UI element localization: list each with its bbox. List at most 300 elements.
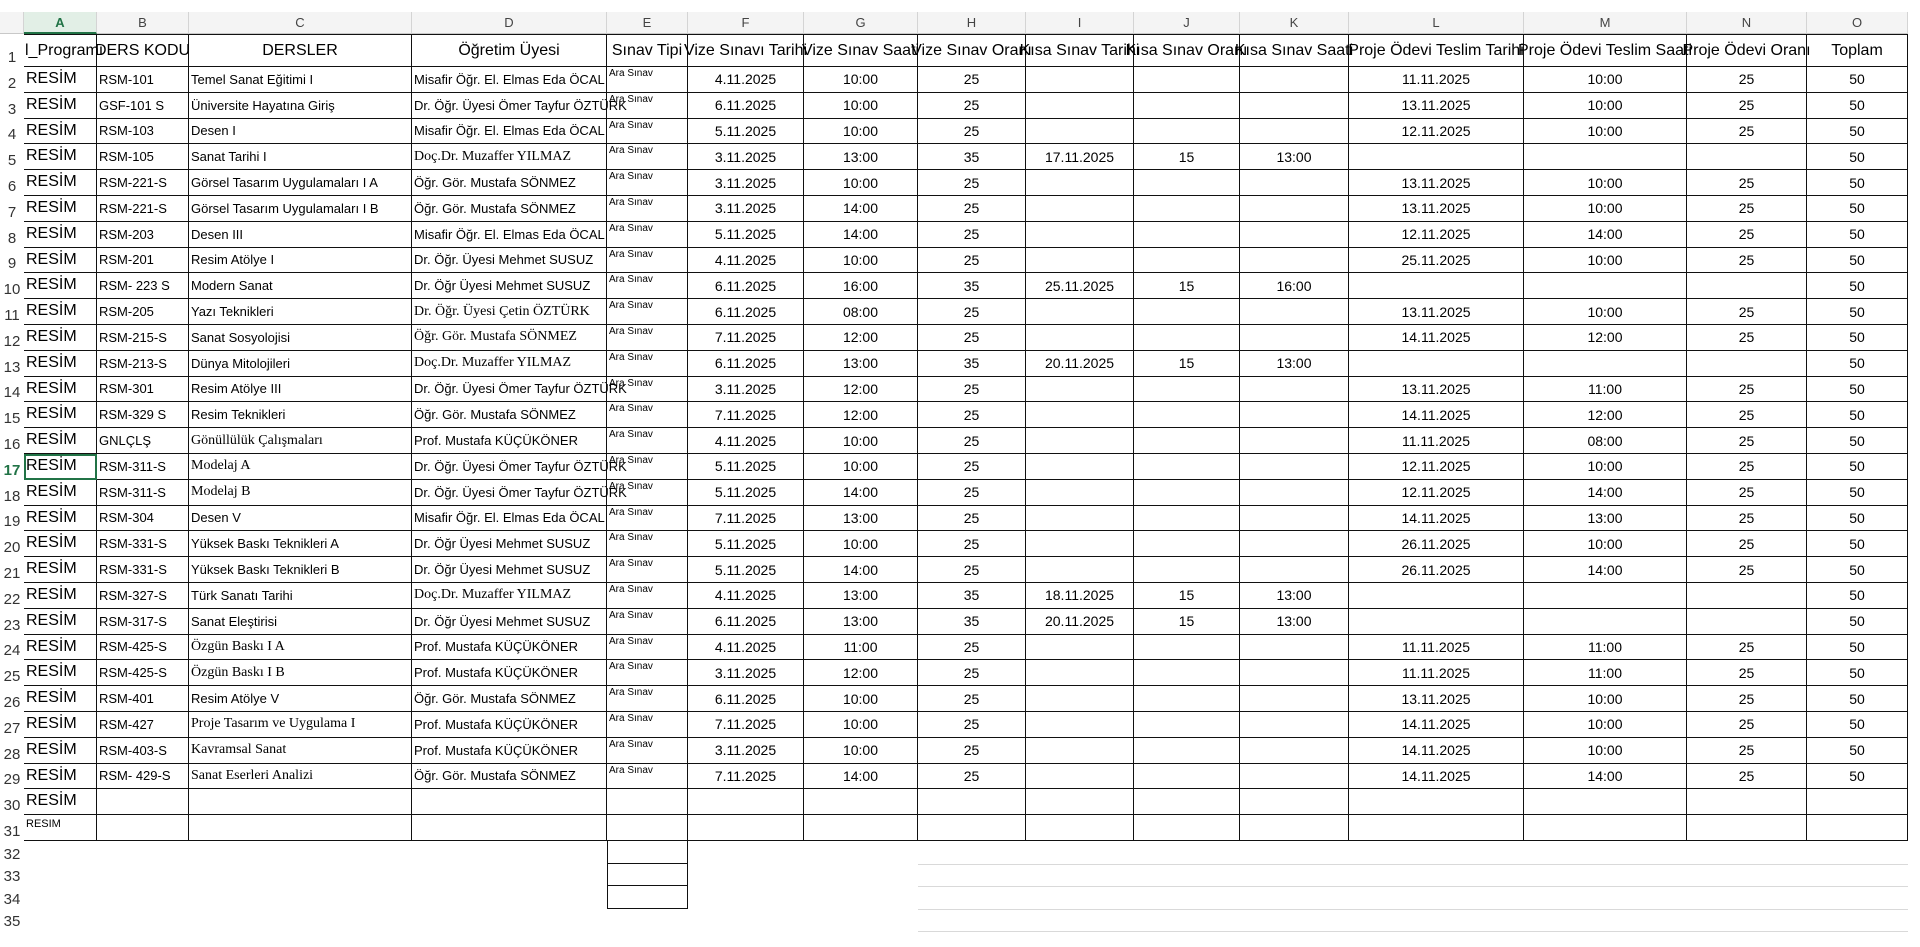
cell-proje-tarihi[interactable]: 14.11.2025: [1349, 712, 1524, 738]
cell-ogretim-uyesi[interactable]: [412, 815, 607, 841]
column-header-c[interactable]: C: [189, 12, 412, 34]
cell-vize-saati[interactable]: 12:00: [804, 325, 918, 351]
cell-sinav-tipi[interactable]: Ara Sınav: [607, 686, 688, 712]
cell-proje-saati[interactable]: 08:00: [1524, 428, 1687, 454]
cell-vize-tarihi[interactable]: 3.11.2025: [688, 738, 804, 764]
cell-kisa-orani[interactable]: 15: [1134, 609, 1240, 635]
row-header-10[interactable]: 10: [0, 273, 24, 299]
cell-dersler[interactable]: Modern Sanat: [189, 273, 412, 299]
cell-kisa-saati[interactable]: [1240, 686, 1349, 712]
cell-proje-tarihi[interactable]: [1349, 144, 1524, 170]
cell-proje-orani[interactable]: 25: [1687, 764, 1807, 790]
cell-sinav-tipi[interactable]: Ara Sınav: [607, 248, 688, 274]
cell-vize-saati[interactable]: 14:00: [804, 557, 918, 583]
cell-proje-orani[interactable]: 25: [1687, 454, 1807, 480]
cell-ogretim-uyesi[interactable]: Prof. Mustafa KÜÇÜKÖNER: [412, 738, 607, 764]
cell-sinav-tipi[interactable]: Ara Sınav: [607, 325, 688, 351]
cell-toplam[interactable]: 50: [1807, 119, 1908, 145]
cell-proje-orani[interactable]: [1687, 609, 1807, 635]
cell-dersler[interactable]: Modelaj A: [189, 454, 412, 480]
cell-vize-orani[interactable]: 25: [918, 428, 1026, 454]
cell-ders-kodu[interactable]: RSM-215-S: [97, 325, 189, 351]
cell-ogretim-uyesi[interactable]: Prof. Mustafa KÜÇÜKÖNER: [412, 660, 607, 686]
cell-ogretim-uyesi[interactable]: Misafir Öğr. El. Elmas Eda ÖCAL: [412, 506, 607, 532]
cell-vize-saati[interactable]: 13:00: [804, 609, 918, 635]
cell-proje-orani[interactable]: [1687, 789, 1807, 815]
row-header-27[interactable]: 27: [0, 712, 24, 738]
cell-proje-orani[interactable]: 25: [1687, 480, 1807, 506]
cell-kisa-saati[interactable]: 16:00: [1240, 273, 1349, 299]
cell-sinav-tipi[interactable]: Ara Sınav: [607, 144, 688, 170]
cell-ogretim-uyesi[interactable]: Dr. Öğr Üyesi Mehmet SUSUZ: [412, 609, 607, 635]
cell-kisa-saati[interactable]: [1240, 738, 1349, 764]
cell-proje-saati[interactable]: 10:00: [1524, 196, 1687, 222]
cell-vize-saati[interactable]: 10:00: [804, 428, 918, 454]
cell-proje-orani[interactable]: [1687, 583, 1807, 609]
cell-kisa-tarihi[interactable]: [1026, 222, 1134, 248]
cell-ogretim-uyesi[interactable]: Misafir Öğr. El. Elmas Eda ÖCAL: [412, 67, 607, 93]
cell-kisa-tarihi[interactable]: [1026, 299, 1134, 325]
cell-proje-saati[interactable]: [1524, 273, 1687, 299]
cell-vize-orani[interactable]: 35: [918, 351, 1026, 377]
cell-vize-orani[interactable]: 25: [918, 454, 1026, 480]
cell-proje-saati[interactable]: 10:00: [1524, 248, 1687, 274]
cell-ogretim-uyesi[interactable]: Prof. Mustafa KÜÇÜKÖNER: [412, 635, 607, 661]
cell-kisa-saati[interactable]: [1240, 660, 1349, 686]
cell-kisa-tarihi[interactable]: [1026, 789, 1134, 815]
cell-kisa-tarihi[interactable]: [1026, 402, 1134, 428]
row-header-7[interactable]: 7: [0, 196, 24, 222]
cell-kisa-tarihi[interactable]: [1026, 738, 1134, 764]
row-header-17[interactable]: 17: [0, 454, 24, 480]
cell-proje-orani[interactable]: 25: [1687, 299, 1807, 325]
cell-toplam[interactable]: 50: [1807, 402, 1908, 428]
cell-proje-orani[interactable]: 25: [1687, 119, 1807, 145]
cell-proje-tarihi[interactable]: 11.11.2025: [1349, 67, 1524, 93]
cell-vize-saati[interactable]: 13:00: [804, 144, 918, 170]
cell-sinav-tipi[interactable]: Ara Sınav: [607, 712, 688, 738]
cell-vize-tarihi[interactable]: 4.11.2025: [688, 428, 804, 454]
cell-kisa-tarihi[interactable]: [1026, 377, 1134, 403]
cell-kisa-saati[interactable]: [1240, 248, 1349, 274]
cell-toplam[interactable]: 50: [1807, 506, 1908, 532]
cell-ders-kodu[interactable]: RSM-105: [97, 144, 189, 170]
column-header-n[interactable]: N: [1687, 12, 1807, 34]
cell-kisa-orani[interactable]: [1134, 428, 1240, 454]
cell-proje-saati[interactable]: 14:00: [1524, 480, 1687, 506]
cell-program[interactable]: RESİM: [24, 583, 97, 609]
cell-kisa-tarihi[interactable]: [1026, 660, 1134, 686]
row-header-30[interactable]: 30: [0, 789, 24, 815]
cell-kisa-saati[interactable]: 13:00: [1240, 609, 1349, 635]
cell-vize-tarihi[interactable]: 5.11.2025: [688, 557, 804, 583]
cell-program[interactable]: RESİM: [24, 93, 97, 119]
cell-sinav-tipi[interactable]: Ara Sınav: [607, 531, 688, 557]
cell-proje-orani[interactable]: 25: [1687, 531, 1807, 557]
cell-ogretim-uyesi[interactable]: Dr. Öğr Üyesi Mehmet SUSUZ: [412, 557, 607, 583]
cell-ogretim-uyesi[interactable]: Dr. Öğr. Üyesi Çetin ÖZTÜRK: [412, 299, 607, 325]
cell-ders-kodu[interactable]: [97, 789, 189, 815]
cell-ogretim-uyesi[interactable]: Misafir Öğr. El. Elmas Eda ÖCAL: [412, 119, 607, 145]
cell-ders-kodu[interactable]: [97, 815, 189, 841]
cell-kisa-orani[interactable]: [1134, 764, 1240, 790]
cell-proje-tarihi[interactable]: 26.11.2025: [1349, 531, 1524, 557]
cell-vize-tarihi[interactable]: 6.11.2025: [688, 686, 804, 712]
cell-ders-kodu[interactable]: RSM-403-S: [97, 738, 189, 764]
cell-kisa-orani[interactable]: [1134, 248, 1240, 274]
cell-proje-tarihi[interactable]: [1349, 273, 1524, 299]
cell-kisa-tarihi[interactable]: [1026, 557, 1134, 583]
column-header-g[interactable]: G: [804, 12, 918, 34]
cell-vize-tarihi[interactable]: 6.11.2025: [688, 299, 804, 325]
cell-proje-tarihi[interactable]: 11.11.2025: [1349, 635, 1524, 661]
cell-sinav-tipi[interactable]: Ara Sınav: [607, 557, 688, 583]
cell-program[interactable]: RESİM: [24, 196, 97, 222]
cell-vize-saati[interactable]: 11:00: [804, 635, 918, 661]
cell-kisa-saati[interactable]: [1240, 557, 1349, 583]
column-header-b[interactable]: B: [97, 12, 189, 34]
cell-vize-tarihi[interactable]: 4.11.2025: [688, 583, 804, 609]
row-header-32[interactable]: 32: [0, 841, 24, 864]
cell-ders-kodu[interactable]: RSM-301: [97, 377, 189, 403]
cell-program[interactable]: RESİM: [24, 712, 97, 738]
cell-proje-tarihi[interactable]: 13.11.2025: [1349, 377, 1524, 403]
cell-program[interactable]: RESİM: [24, 144, 97, 170]
column-header-o[interactable]: O: [1807, 12, 1908, 34]
cell-kisa-orani[interactable]: [1134, 686, 1240, 712]
cell-proje-orani[interactable]: [1687, 351, 1807, 377]
cell-dersler[interactable]: Modelaj B: [189, 480, 412, 506]
cell-ders-kodu[interactable]: RSM-213-S: [97, 351, 189, 377]
cell-ders-kodu[interactable]: RSM-331-S: [97, 531, 189, 557]
row-header-24[interactable]: 24: [0, 635, 24, 661]
column-header-f[interactable]: F: [688, 12, 804, 34]
cell-sinav-tipi[interactable]: [607, 886, 688, 909]
cell-kisa-tarihi[interactable]: [1026, 764, 1134, 790]
cell-sinav-tipi[interactable]: Ara Sınav: [607, 170, 688, 196]
cell-ders-kodu[interactable]: RSM-221-S: [97, 196, 189, 222]
cell-kisa-orani[interactable]: 15: [1134, 351, 1240, 377]
cell-kisa-saati[interactable]: 13:00: [1240, 583, 1349, 609]
cell-kisa-tarihi[interactable]: [1026, 196, 1134, 222]
cell-vize-orani[interactable]: 25: [918, 506, 1026, 532]
cell-dersler[interactable]: Resim Teknikleri: [189, 402, 412, 428]
cell-vize-saati[interactable]: 10:00: [804, 67, 918, 93]
cell-proje-tarihi[interactable]: 25.11.2025: [1349, 248, 1524, 274]
cell-dersler[interactable]: Desen I: [189, 119, 412, 145]
header-proje-tarihi[interactable]: Proje Ödevi Teslim Tarihi: [1349, 34, 1524, 67]
row-header-15[interactable]: 15: [0, 402, 24, 428]
row-header-25[interactable]: 25: [0, 660, 24, 686]
cell-proje-orani[interactable]: 25: [1687, 686, 1807, 712]
row-header-11[interactable]: 11: [0, 299, 24, 325]
cell-vize-orani[interactable]: 25: [918, 712, 1026, 738]
cell-ogretim-uyesi[interactable]: Öğr. Gör. Mustafa SÖNMEZ: [412, 325, 607, 351]
cell-kisa-orani[interactable]: [1134, 299, 1240, 325]
cell-kisa-saati[interactable]: [1240, 454, 1349, 480]
row-header-26[interactable]: 26: [0, 686, 24, 712]
cell-kisa-saati[interactable]: [1240, 402, 1349, 428]
cell-toplam[interactable]: 50: [1807, 480, 1908, 506]
cell-proje-orani[interactable]: 25: [1687, 660, 1807, 686]
cell-vize-tarihi[interactable]: 3.11.2025: [688, 196, 804, 222]
cell-ders-kodu[interactable]: RSM-331-S: [97, 557, 189, 583]
cell-vize-orani[interactable]: 35: [918, 144, 1026, 170]
cell-vize-saati[interactable]: 16:00: [804, 273, 918, 299]
cell-vize-orani[interactable]: 25: [918, 93, 1026, 119]
cell-dersler[interactable]: Yüksek Baskı Teknikleri A: [189, 531, 412, 557]
cell-program[interactable]: RESİM: [24, 480, 97, 506]
cell-ders-kodu[interactable]: RSM-221-S: [97, 170, 189, 196]
column-header-a[interactable]: A: [24, 12, 97, 34]
cell-toplam[interactable]: 50: [1807, 609, 1908, 635]
cell-kisa-orani[interactable]: 15: [1134, 273, 1240, 299]
cell-toplam[interactable]: 50: [1807, 325, 1908, 351]
cell-proje-tarihi[interactable]: 13.11.2025: [1349, 299, 1524, 325]
cell-ders-kodu[interactable]: RSM-329 S: [97, 402, 189, 428]
row-header-5[interactable]: 5: [0, 144, 24, 170]
cell-kisa-saati[interactable]: [1240, 196, 1349, 222]
cell-ogretim-uyesi[interactable]: Dr. Öğr. Üyesi Ömer Tayfur ÖZTÜRK: [412, 377, 607, 403]
cell-proje-orani[interactable]: 25: [1687, 428, 1807, 454]
cell-sinav-tipi[interactable]: Ara Sınav: [607, 351, 688, 377]
cell-kisa-saati[interactable]: [1240, 506, 1349, 532]
cell-vize-saati[interactable]: [804, 789, 918, 815]
cell-ogretim-uyesi[interactable]: Dr. Öğr Üyesi Mehmet SUSUZ: [412, 273, 607, 299]
cell-dersler[interactable]: [189, 789, 412, 815]
cell-toplam[interactable]: 50: [1807, 144, 1908, 170]
cell-kisa-tarihi[interactable]: [1026, 635, 1134, 661]
cell-dersler[interactable]: Resim Atölye V: [189, 686, 412, 712]
cell-vize-orani[interactable]: 25: [918, 557, 1026, 583]
cell-program[interactable]: RESİM: [24, 377, 97, 403]
cell-vize-orani[interactable]: [918, 815, 1026, 841]
cell-kisa-orani[interactable]: [1134, 531, 1240, 557]
cell-sinav-tipi[interactable]: [607, 864, 688, 887]
cell-proje-orani[interactable]: [1687, 273, 1807, 299]
cell-kisa-orani[interactable]: 15: [1134, 583, 1240, 609]
cell-vize-tarihi[interactable]: 5.11.2025: [688, 531, 804, 557]
cell-kisa-tarihi[interactable]: [1026, 170, 1134, 196]
cell-proje-tarihi[interactable]: [1349, 583, 1524, 609]
column-header-i[interactable]: I: [1026, 12, 1134, 34]
cell-ders-kodu[interactable]: RSM-201: [97, 248, 189, 274]
cell-vize-orani[interactable]: 25: [918, 402, 1026, 428]
column-header-k[interactable]: K: [1240, 12, 1349, 34]
cell-proje-orani[interactable]: 25: [1687, 738, 1807, 764]
cell-vize-orani[interactable]: 25: [918, 248, 1026, 274]
cell-dersler[interactable]: Görsel Tasarım Uygulamaları I A: [189, 170, 412, 196]
cell-kisa-orani[interactable]: [1134, 454, 1240, 480]
header-vize-tarihi[interactable]: Vize Sınavı Tarihi: [688, 34, 804, 67]
cell-vize-orani[interactable]: 35: [918, 583, 1026, 609]
cell-ders-kodu[interactable]: RSM-304: [97, 506, 189, 532]
cell-program[interactable]: RESİM: [24, 531, 97, 557]
cell-kisa-tarihi[interactable]: [1026, 686, 1134, 712]
cell-kisa-tarihi[interactable]: [1026, 325, 1134, 351]
cell-kisa-orani[interactable]: [1134, 93, 1240, 119]
cell-kisa-orani[interactable]: [1134, 506, 1240, 532]
cell-sinav-tipi[interactable]: Ara Sınav: [607, 93, 688, 119]
cell-vize-saati[interactable]: 14:00: [804, 196, 918, 222]
cell-dersler[interactable]: Özgün Baskı I A: [189, 635, 412, 661]
cell-ogretim-uyesi[interactable]: Prof. Mustafa KÜÇÜKÖNER: [412, 712, 607, 738]
cell-ders-kodu[interactable]: RSM-103: [97, 119, 189, 145]
cell-ders-kodu[interactable]: GNLÇLŞ: [97, 428, 189, 454]
cell-kisa-orani[interactable]: [1134, 196, 1240, 222]
cell-vize-orani[interactable]: 25: [918, 738, 1026, 764]
cell-ogretim-uyesi[interactable]: Dr. Öğr. Üyesi Ömer Tayfur ÖZTÜRK: [412, 93, 607, 119]
cell-vize-tarihi[interactable]: 5.11.2025: [688, 454, 804, 480]
header-proje-orani[interactable]: Proje Ödevi Oranı: [1687, 34, 1807, 67]
cell-proje-saati[interactable]: 10:00: [1524, 686, 1687, 712]
cell-ogretim-uyesi[interactable]: Öğr. Gör. Mustafa SÖNMEZ: [412, 686, 607, 712]
cell-proje-orani[interactable]: 25: [1687, 67, 1807, 93]
cell-kisa-saati[interactable]: [1240, 170, 1349, 196]
cell-ogretim-uyesi[interactable]: Doç.Dr. Muzaffer YILMAZ: [412, 583, 607, 609]
cell-proje-tarihi[interactable]: 14.11.2025: [1349, 738, 1524, 764]
cell-ogretim-uyesi[interactable]: Dr. Öğr. Üyesi Ömer Tayfur ÖZTÜRK: [412, 454, 607, 480]
cell-dersler[interactable]: Üniversite Hayatına Giriş: [189, 93, 412, 119]
cell-sinav-tipi[interactable]: Ara Sınav: [607, 196, 688, 222]
cell-proje-saati[interactable]: 10:00: [1524, 93, 1687, 119]
cell-proje-saati[interactable]: 10:00: [1524, 531, 1687, 557]
header-kisa-saati[interactable]: Kısa Sınav Saati: [1240, 34, 1349, 67]
cell-dersler[interactable]: Sanat Eserleri Analizi: [189, 764, 412, 790]
row-header-4[interactable]: 4: [0, 119, 24, 145]
cell-vize-orani[interactable]: 25: [918, 170, 1026, 196]
row-header-20[interactable]: 20: [0, 531, 24, 557]
cell-proje-saati[interactable]: 10:00: [1524, 119, 1687, 145]
cell-proje-tarihi[interactable]: [1349, 609, 1524, 635]
cell-program[interactable]: RESİM: [24, 248, 97, 274]
cell-sinav-tipi[interactable]: Ara Sınav: [607, 402, 688, 428]
cell-vize-tarihi[interactable]: 5.11.2025: [688, 119, 804, 145]
cell-dersler[interactable]: Sanat Sosyolojisi: [189, 325, 412, 351]
cell-vize-saati[interactable]: 12:00: [804, 402, 918, 428]
cell-proje-saati[interactable]: [1524, 144, 1687, 170]
cell-program[interactable]: RESİM: [24, 506, 97, 532]
column-header-m[interactable]: M: [1524, 12, 1687, 34]
cell-toplam[interactable]: 50: [1807, 67, 1908, 93]
cell-kisa-tarihi[interactable]: [1026, 506, 1134, 532]
cell-vize-saati[interactable]: 14:00: [804, 222, 918, 248]
cell-program[interactable]: RESİM: [24, 454, 97, 480]
row-header-14[interactable]: 14: [0, 377, 24, 403]
cell-vize-tarihi[interactable]: 6.11.2025: [688, 609, 804, 635]
cell-proje-saati[interactable]: 12:00: [1524, 402, 1687, 428]
cell-vize-saati[interactable]: 10:00: [804, 531, 918, 557]
cell-program[interactable]: RESİM: [24, 222, 97, 248]
cell-proje-saati[interactable]: 13:00: [1524, 506, 1687, 532]
cell-vize-saati[interactable]: 10:00: [804, 454, 918, 480]
cell-vize-saati[interactable]: 08:00: [804, 299, 918, 325]
cell-ders-kodu[interactable]: RSM-101: [97, 67, 189, 93]
header-ders-kodu[interactable]: DERS KODU: [97, 34, 189, 67]
header-dersler[interactable]: DERSLER: [189, 34, 412, 67]
cell-vize-saati[interactable]: 13:00: [804, 583, 918, 609]
cell-toplam[interactable]: 50: [1807, 170, 1908, 196]
row-header-19[interactable]: 19: [0, 506, 24, 532]
cell-proje-saati[interactable]: 10:00: [1524, 170, 1687, 196]
cell-vize-saati[interactable]: 14:00: [804, 480, 918, 506]
cell-program[interactable]: RESİM: [24, 170, 97, 196]
cell-kisa-orani[interactable]: [1134, 480, 1240, 506]
cell-kisa-tarihi[interactable]: [1026, 480, 1134, 506]
cell-toplam[interactable]: 50: [1807, 299, 1908, 325]
cell-kisa-tarihi[interactable]: 17.11.2025: [1026, 144, 1134, 170]
cell-ogretim-uyesi[interactable]: Doç.Dr. Muzaffer YILMAZ: [412, 351, 607, 377]
cell-toplam[interactable]: 50: [1807, 428, 1908, 454]
header-vize-saati[interactable]: Vize Sınav Saati: [804, 34, 918, 67]
cell-ogretim-uyesi[interactable]: Öğr. Gör. Mustafa SÖNMEZ: [412, 402, 607, 428]
cell-kisa-orani[interactable]: [1134, 557, 1240, 583]
cell-vize-saati[interactable]: 13:00: [804, 351, 918, 377]
cell-toplam[interactable]: [1807, 815, 1908, 841]
cell-proje-saati[interactable]: 10:00: [1524, 712, 1687, 738]
cell-proje-saati[interactable]: [1524, 789, 1687, 815]
cell-ogretim-uyesi[interactable]: Öğr. Gör. Mustafa SÖNMEZ: [412, 764, 607, 790]
cell-proje-saati[interactable]: 11:00: [1524, 377, 1687, 403]
cell-vize-saati[interactable]: 10:00: [804, 712, 918, 738]
cell-kisa-saati[interactable]: 13:00: [1240, 351, 1349, 377]
cell-ogretim-uyesi[interactable]: Prof. Mustafa KÜÇÜKÖNER: [412, 428, 607, 454]
cell-toplam[interactable]: 50: [1807, 454, 1908, 480]
cell-vize-orani[interactable]: [918, 789, 1026, 815]
cell-proje-tarihi[interactable]: 13.11.2025: [1349, 686, 1524, 712]
cell-sinav-tipi[interactable]: [607, 789, 688, 815]
cell-kisa-saati[interactable]: [1240, 531, 1349, 557]
cell-vize-tarihi[interactable]: 4.11.2025: [688, 67, 804, 93]
cell-proje-orani[interactable]: 25: [1687, 325, 1807, 351]
cell-ogretim-uyesi[interactable]: Dr. Öğr Üyesi Mehmet SUSUZ: [412, 531, 607, 557]
cell-program[interactable]: RESİM: [24, 789, 97, 815]
cell-vize-tarihi[interactable]: 6.11.2025: [688, 93, 804, 119]
cell-vize-saati[interactable]: 10:00: [804, 119, 918, 145]
cell-proje-saati[interactable]: 12:00: [1524, 325, 1687, 351]
cell-vize-orani[interactable]: 25: [918, 119, 1026, 145]
cell-toplam[interactable]: 50: [1807, 248, 1908, 274]
cell-kisa-saati[interactable]: [1240, 377, 1349, 403]
cell-kisa-orani[interactable]: 15: [1134, 144, 1240, 170]
cell-ders-kodu[interactable]: RSM-327-S: [97, 583, 189, 609]
cell-proje-saati[interactable]: 11:00: [1524, 635, 1687, 661]
cell-vize-saati[interactable]: 14:00: [804, 764, 918, 790]
cell-kisa-saati[interactable]: [1240, 299, 1349, 325]
cell-program[interactable]: RESİM: [24, 273, 97, 299]
cell-sinav-tipi[interactable]: Ara Sınav: [607, 764, 688, 790]
row-header-21[interactable]: 21: [0, 557, 24, 583]
cell-toplam[interactable]: 50: [1807, 557, 1908, 583]
cell-proje-orani[interactable]: 25: [1687, 222, 1807, 248]
cell-toplam[interactable]: 50: [1807, 93, 1908, 119]
cell-kisa-saati[interactable]: [1240, 67, 1349, 93]
cell-toplam[interactable]: 50: [1807, 531, 1908, 557]
cell-ogretim-uyesi[interactable]: Doç.Dr. Muzaffer YILMAZ: [412, 144, 607, 170]
cell-kisa-orani[interactable]: [1134, 402, 1240, 428]
row-header-1[interactable]: 1: [0, 34, 24, 67]
cell-proje-tarihi[interactable]: 12.11.2025: [1349, 480, 1524, 506]
cell-toplam[interactable]: [1807, 789, 1908, 815]
cell-vize-orani[interactable]: 35: [918, 273, 1026, 299]
row-header-2[interactable]: 2: [0, 67, 24, 93]
cell-proje-saati[interactable]: 10:00: [1524, 67, 1687, 93]
cell-kisa-orani[interactable]: [1134, 67, 1240, 93]
cell-toplam[interactable]: 50: [1807, 712, 1908, 738]
cell-toplam[interactable]: 50: [1807, 764, 1908, 790]
cell-program[interactable]: RESIM: [24, 815, 97, 841]
header-sinav-tipi[interactable]: Sınav Tipi: [607, 34, 688, 67]
